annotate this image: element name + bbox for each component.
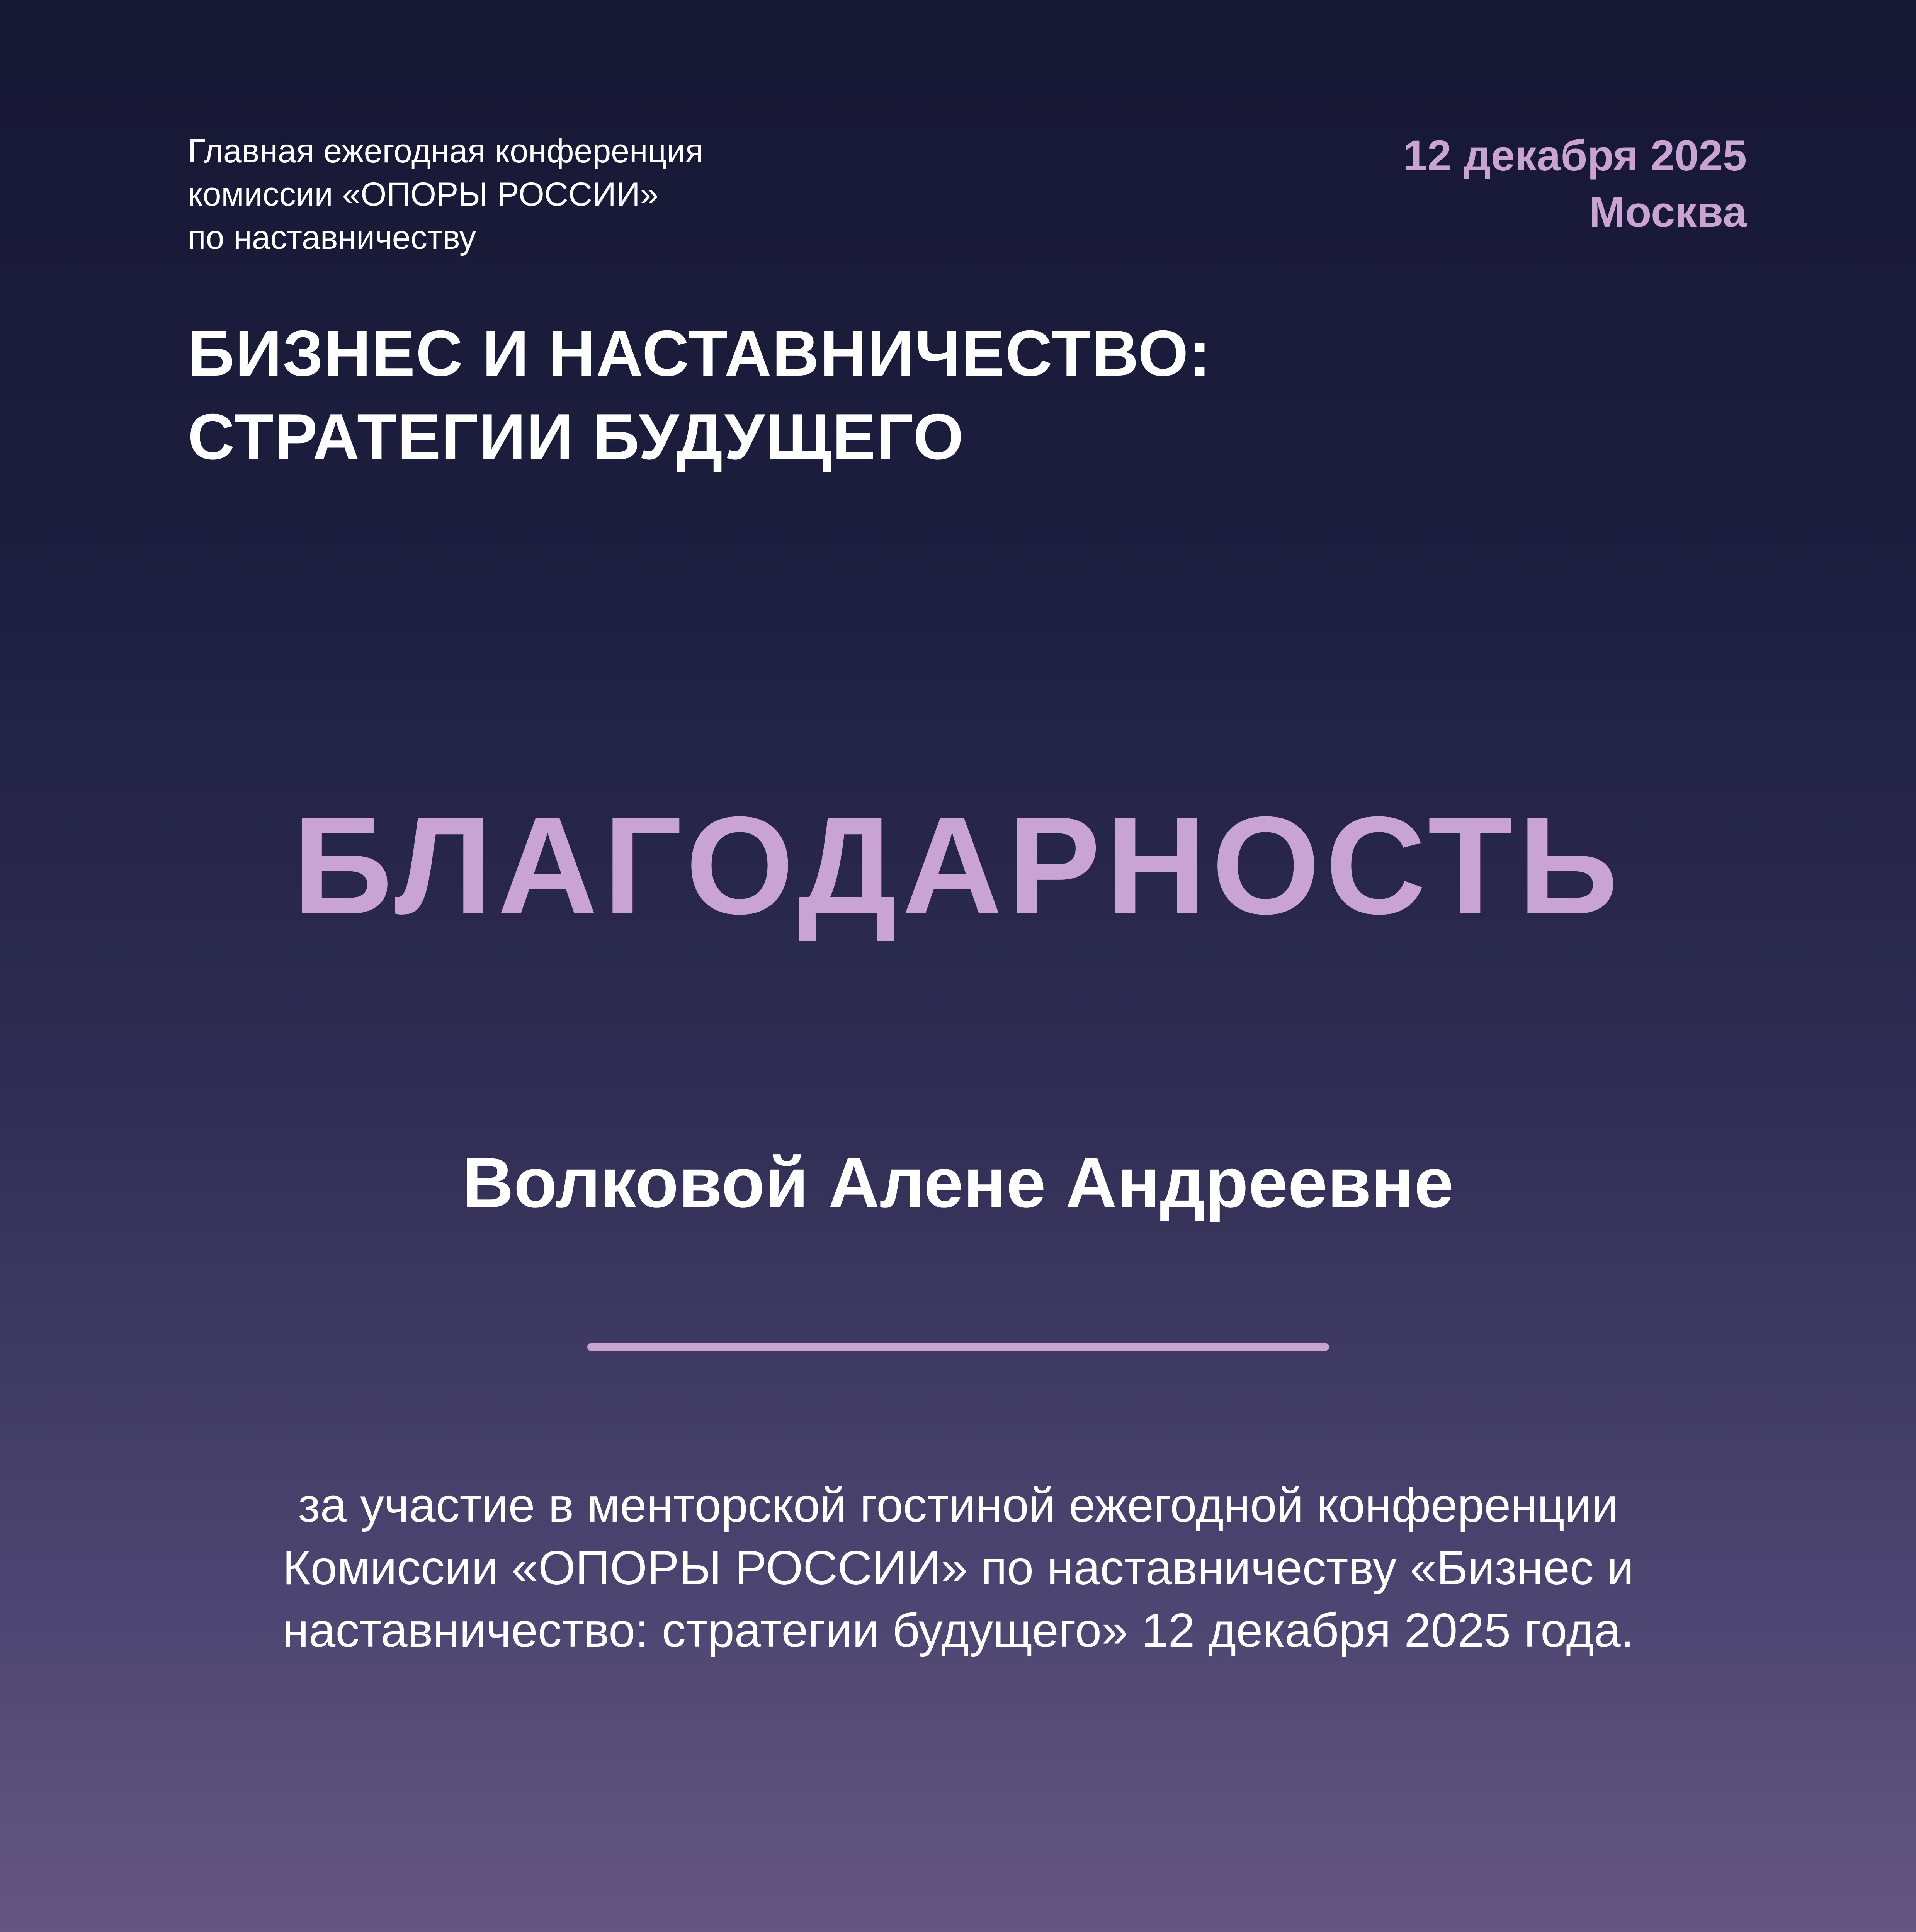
event-date: 12 декабря 2025 [1403,131,1747,180]
document-title: БЛАГОДАРНОСТЬ [292,788,1624,943]
conference-subtitle-line: по наставничеству [188,219,476,256]
signature-1 [348,1928,773,1932]
conference-subtitle [188,129,1076,259]
conference-subtitle-line: Главная ежегодная конференция [188,133,704,170]
conference-title-line: СТРАТЕГИИ БУДУЩЕГО [188,400,964,473]
reason-text: за участие в менторской гостиной ежегодной конференции Комиссии «ОПОРЫ РОССИИ» по наставничеству «Бизнес и наставничество: стратегии будущего» 12 декабря 2025 года. [282,1479,1634,1657]
conference-title [188,311,1656,478]
date-location [1206,128,1747,240]
event-city: Москва [1589,188,1747,236]
conference-title-line: БИЗНЕС И НАСТАВНИЧЕСТВО: [188,317,1212,389]
divider-line [587,1343,1329,1351]
conference-subtitle-line: комиссии «ОПОРЫ РОССИИ» [188,176,659,213]
recipient-name: Волковой Алене Андреевне [462,1143,1454,1222]
